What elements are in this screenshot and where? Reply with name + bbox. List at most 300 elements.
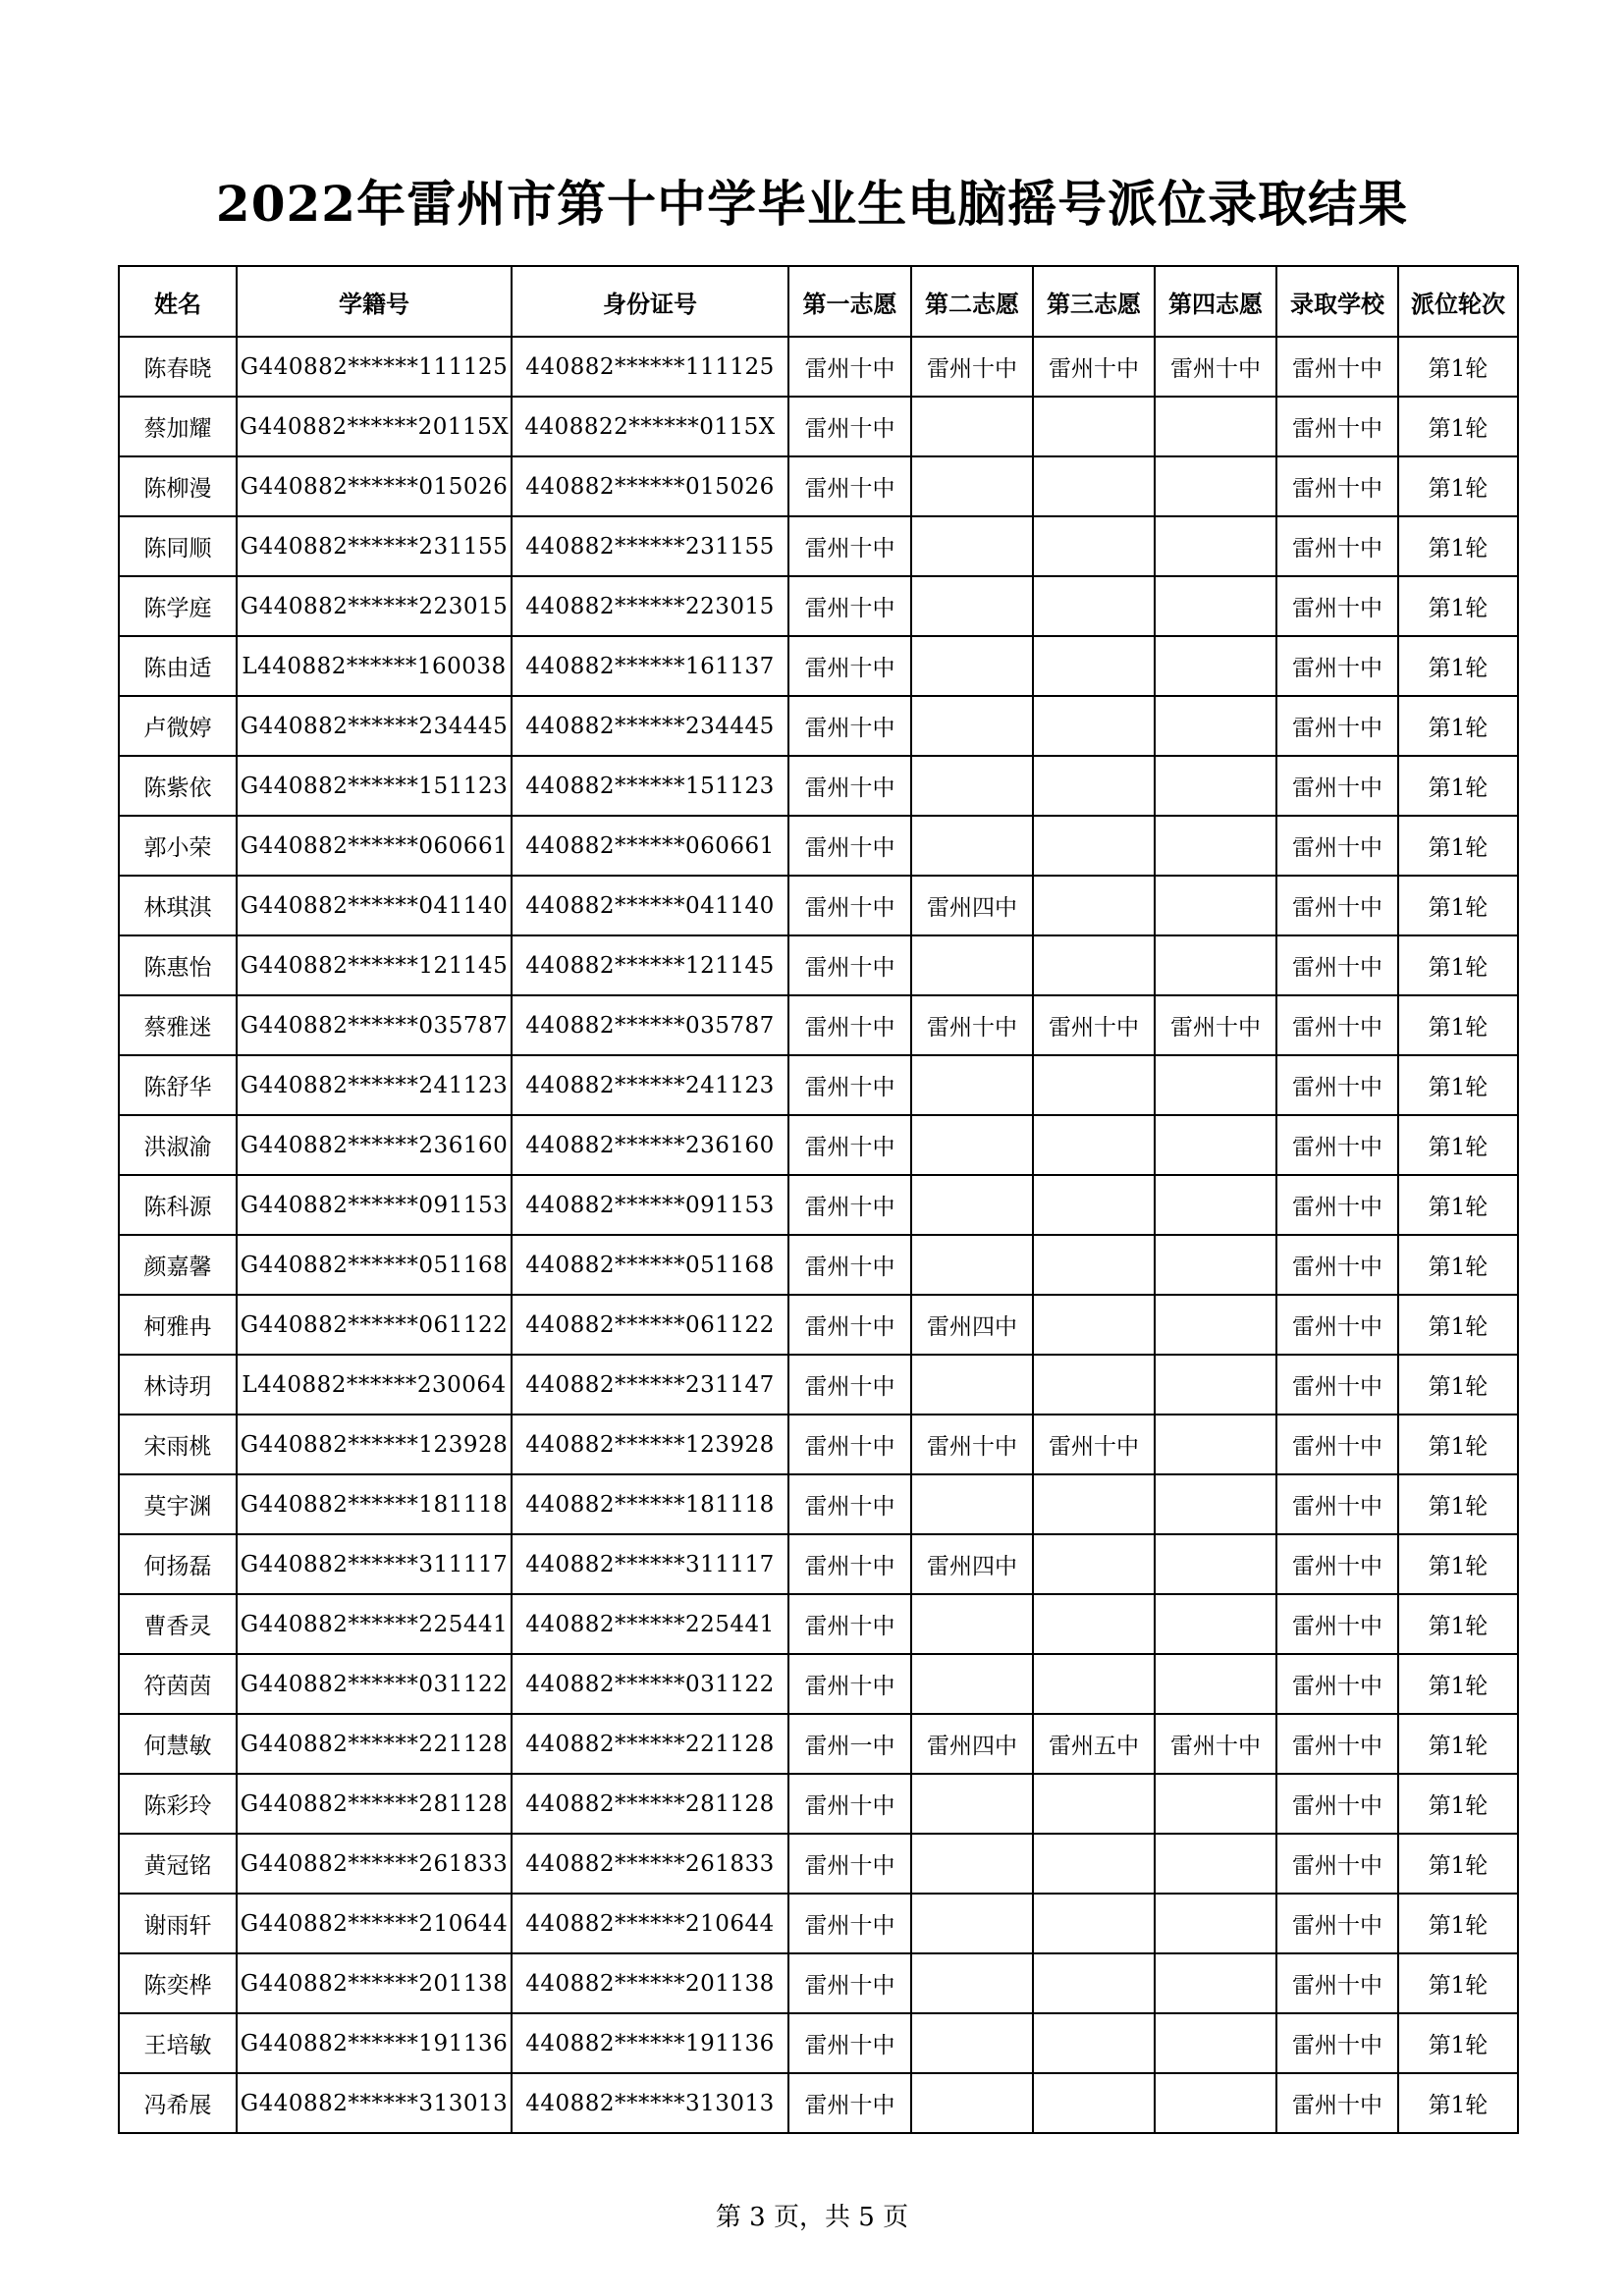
cell-name: 蔡加耀 bbox=[119, 397, 237, 456]
cell-name: 陈春晓 bbox=[119, 337, 237, 397]
cell-choice-3 bbox=[1033, 876, 1155, 935]
cell-choice-2: 雷州四中 bbox=[911, 876, 1033, 935]
cell-choice-2 bbox=[911, 456, 1033, 516]
cell-choice-1: 雷州十中 bbox=[788, 876, 911, 935]
table-row bbox=[119, 456, 1518, 516]
cell-choice-4 bbox=[1155, 1894, 1276, 1953]
cell-choice-1: 雷州十中 bbox=[788, 636, 911, 696]
cell-admitted-school: 雷州十中 bbox=[1276, 1295, 1398, 1355]
cell-id-card: 440882******161137 bbox=[512, 636, 788, 696]
cell-choice-4 bbox=[1155, 1834, 1276, 1894]
cell-choice-1: 雷州十中 bbox=[788, 1534, 911, 1594]
cell-choice-3 bbox=[1033, 1055, 1155, 1115]
cell-name: 符茵茵 bbox=[119, 1654, 237, 1714]
table-row bbox=[119, 876, 1518, 935]
cell-id-card: 440882******031122 bbox=[512, 1654, 788, 1714]
cell-round: 第1轮 bbox=[1398, 337, 1518, 397]
cell-choice-2 bbox=[911, 756, 1033, 816]
cell-choice-2 bbox=[911, 2073, 1033, 2133]
cell-choice-4 bbox=[1155, 636, 1276, 696]
cell-name: 莫宇渊 bbox=[119, 1474, 237, 1534]
cell-choice-3 bbox=[1033, 935, 1155, 995]
cell-round: 第1轮 bbox=[1398, 1415, 1518, 1474]
cell-student-id: G440882******041140 bbox=[237, 876, 512, 935]
cell-choice-3 bbox=[1033, 1355, 1155, 1415]
cell-choice-3 bbox=[1033, 1295, 1155, 1355]
cell-admitted-school: 雷州十中 bbox=[1276, 1115, 1398, 1175]
cell-name: 陈科源 bbox=[119, 1175, 237, 1235]
cell-choice-1: 雷州十中 bbox=[788, 1295, 911, 1355]
page-title: 2022年雷州市第十中学毕业生电脑摇号派位录取结果 bbox=[215, 175, 1409, 233]
cell-round: 第1轮 bbox=[1398, 1115, 1518, 1175]
cell-choice-2 bbox=[911, 516, 1033, 576]
column-header-round: 派位轮次 bbox=[1398, 266, 1518, 337]
cell-choice-4 bbox=[1155, 1355, 1276, 1415]
cell-choice-4 bbox=[1155, 1235, 1276, 1295]
cell-student-id: G440882******111125 bbox=[237, 337, 512, 397]
cell-choice-3 bbox=[1033, 816, 1155, 876]
cell-round: 第1轮 bbox=[1398, 1654, 1518, 1714]
cell-round: 第1轮 bbox=[1398, 1295, 1518, 1355]
cell-id-card: 440882******221128 bbox=[512, 1714, 788, 1774]
cell-choice-4 bbox=[1155, 1415, 1276, 1474]
cell-choice-2 bbox=[911, 576, 1033, 636]
cell-id-card: 440882******015026 bbox=[512, 456, 788, 516]
table-body bbox=[119, 337, 1518, 2133]
cell-name: 陈奕桦 bbox=[119, 1953, 237, 2013]
cell-admitted-school: 雷州十中 bbox=[1276, 1834, 1398, 1894]
cell-choice-1: 雷州十中 bbox=[788, 1175, 911, 1235]
cell-student-id: G440882******181118 bbox=[237, 1474, 512, 1534]
cell-choice-2 bbox=[911, 1115, 1033, 1175]
cell-name: 陈彩玲 bbox=[119, 1774, 237, 1834]
cell-choice-1: 雷州十中 bbox=[788, 576, 911, 636]
cell-round: 第1轮 bbox=[1398, 2073, 1518, 2133]
table-row bbox=[119, 2013, 1518, 2073]
cell-choice-4: 雷州十中 bbox=[1155, 995, 1276, 1055]
cell-choice-4 bbox=[1155, 935, 1276, 995]
cell-choice-3 bbox=[1033, 576, 1155, 636]
cell-id-card: 440882******123928 bbox=[512, 1415, 788, 1474]
cell-choice-3 bbox=[1033, 696, 1155, 756]
cell-round: 第1轮 bbox=[1398, 2013, 1518, 2073]
table-row bbox=[119, 1654, 1518, 1714]
cell-round: 第1轮 bbox=[1398, 876, 1518, 935]
cell-student-id: G440882******313013 bbox=[237, 2073, 512, 2133]
cell-choice-2 bbox=[911, 696, 1033, 756]
table-row bbox=[119, 1115, 1518, 1175]
column-header-student-id: 学籍号 bbox=[237, 266, 512, 337]
cell-round: 第1轮 bbox=[1398, 756, 1518, 816]
cell-choice-1: 雷州十中 bbox=[788, 1834, 911, 1894]
cell-id-card: 440882******231155 bbox=[512, 516, 788, 576]
cell-student-id: G440882******223015 bbox=[237, 576, 512, 636]
cell-round: 第1轮 bbox=[1398, 1834, 1518, 1894]
cell-student-id: G440882******121145 bbox=[237, 935, 512, 995]
column-header-choice-2: 第二志愿 bbox=[911, 266, 1033, 337]
admission-results-table bbox=[118, 265, 1519, 2134]
cell-name: 冯希展 bbox=[119, 2073, 237, 2133]
cell-choice-1: 雷州十中 bbox=[788, 397, 911, 456]
table-row bbox=[119, 1774, 1518, 1834]
cell-id-card: 440882******061122 bbox=[512, 1295, 788, 1355]
cell-choice-3: 雷州十中 bbox=[1033, 1415, 1155, 1474]
cell-id-card: 440882******210644 bbox=[512, 1894, 788, 1953]
cell-name: 王培敏 bbox=[119, 2013, 237, 2073]
table-row bbox=[119, 995, 1518, 1055]
cell-round: 第1轮 bbox=[1398, 1355, 1518, 1415]
cell-choice-3: 雷州十中 bbox=[1033, 995, 1155, 1055]
cell-student-id: G440882******236160 bbox=[237, 1115, 512, 1175]
cell-name: 黄冠铭 bbox=[119, 1834, 237, 1894]
cell-name: 宋雨桃 bbox=[119, 1415, 237, 1474]
cell-admitted-school: 雷州十中 bbox=[1276, 696, 1398, 756]
cell-admitted-school: 雷州十中 bbox=[1276, 636, 1398, 696]
cell-round: 第1轮 bbox=[1398, 576, 1518, 636]
cell-round: 第1轮 bbox=[1398, 1055, 1518, 1115]
cell-choice-2: 雷州十中 bbox=[911, 1415, 1033, 1474]
cell-choice-1: 雷州十中 bbox=[788, 2073, 911, 2133]
cell-student-id: G440882******225441 bbox=[237, 1594, 512, 1654]
cell-choice-3 bbox=[1033, 1834, 1155, 1894]
cell-choice-1: 雷州十中 bbox=[788, 1355, 911, 1415]
cell-choice-2: 雷州四中 bbox=[911, 1714, 1033, 1774]
cell-choice-2 bbox=[911, 816, 1033, 876]
cell-admitted-school: 雷州十中 bbox=[1276, 1355, 1398, 1415]
cell-choice-1: 雷州十中 bbox=[788, 456, 911, 516]
cell-choice-2: 雷州四中 bbox=[911, 1295, 1033, 1355]
cell-name: 陈由适 bbox=[119, 636, 237, 696]
cell-choice-3 bbox=[1033, 1774, 1155, 1834]
cell-admitted-school: 雷州十中 bbox=[1276, 337, 1398, 397]
page-footer: 第 3 页，共 5 页 bbox=[715, 2203, 909, 2232]
cell-choice-2 bbox=[911, 1953, 1033, 2013]
cell-name: 谢雨轩 bbox=[119, 1894, 237, 1953]
table-row bbox=[119, 1594, 1518, 1654]
cell-name: 陈柳漫 bbox=[119, 456, 237, 516]
cell-choice-1: 雷州十中 bbox=[788, 1115, 911, 1175]
cell-name: 卢微婷 bbox=[119, 696, 237, 756]
cell-choice-2 bbox=[911, 1355, 1033, 1415]
table-row bbox=[119, 1714, 1518, 1774]
cell-id-card: 440882******191136 bbox=[512, 2013, 788, 2073]
table-row bbox=[119, 756, 1518, 816]
cell-choice-4 bbox=[1155, 1175, 1276, 1235]
cell-choice-4 bbox=[1155, 1953, 1276, 2013]
cell-choice-4 bbox=[1155, 576, 1276, 636]
cell-choice-4 bbox=[1155, 516, 1276, 576]
cell-admitted-school: 雷州十中 bbox=[1276, 1594, 1398, 1654]
cell-choice-2 bbox=[911, 935, 1033, 995]
cell-id-card: 440882******313013 bbox=[512, 2073, 788, 2133]
cell-choice-3 bbox=[1033, 1894, 1155, 1953]
cell-choice-4 bbox=[1155, 756, 1276, 816]
cell-choice-3 bbox=[1033, 1115, 1155, 1175]
table-row bbox=[119, 1055, 1518, 1115]
cell-student-id: G440882******191136 bbox=[237, 2013, 512, 2073]
cell-student-id: G440882******221128 bbox=[237, 1714, 512, 1774]
table-row bbox=[119, 2073, 1518, 2133]
cell-round: 第1轮 bbox=[1398, 995, 1518, 1055]
cell-id-card: 440882******236160 bbox=[512, 1115, 788, 1175]
cell-round: 第1轮 bbox=[1398, 636, 1518, 696]
cell-round: 第1轮 bbox=[1398, 1534, 1518, 1594]
cell-id-card: 440882******091153 bbox=[512, 1175, 788, 1235]
table-row bbox=[119, 935, 1518, 995]
cell-id-card: 440882******051168 bbox=[512, 1235, 788, 1295]
table-row bbox=[119, 696, 1518, 756]
table-row bbox=[119, 1534, 1518, 1594]
cell-choice-2: 雷州十中 bbox=[911, 995, 1033, 1055]
cell-admitted-school: 雷州十中 bbox=[1276, 935, 1398, 995]
cell-name: 何扬磊 bbox=[119, 1534, 237, 1594]
cell-admitted-school: 雷州十中 bbox=[1276, 816, 1398, 876]
cell-id-card: 440882******261833 bbox=[512, 1834, 788, 1894]
cell-name: 林诗玥 bbox=[119, 1355, 237, 1415]
cell-choice-2 bbox=[911, 1834, 1033, 1894]
table-row bbox=[119, 576, 1518, 636]
cell-admitted-school: 雷州十中 bbox=[1276, 576, 1398, 636]
table-row bbox=[119, 516, 1518, 576]
cell-admitted-school: 雷州十中 bbox=[1276, 995, 1398, 1055]
cell-choice-1: 雷州十中 bbox=[788, 337, 911, 397]
cell-id-card: 440882******223015 bbox=[512, 576, 788, 636]
cell-student-id: G440882******311117 bbox=[237, 1534, 512, 1594]
cell-choice-2 bbox=[911, 1774, 1033, 1834]
cell-choice-4 bbox=[1155, 816, 1276, 876]
cell-choice-1: 雷州十中 bbox=[788, 1953, 911, 2013]
cell-student-id: G440882******060661 bbox=[237, 816, 512, 876]
cell-student-id: G440882******281128 bbox=[237, 1774, 512, 1834]
table-row bbox=[119, 816, 1518, 876]
cell-admitted-school: 雷州十中 bbox=[1276, 1714, 1398, 1774]
cell-student-id: G440882******151123 bbox=[237, 756, 512, 816]
cell-student-id: G440882******035787 bbox=[237, 995, 512, 1055]
cell-name: 曹香灵 bbox=[119, 1594, 237, 1654]
cell-admitted-school: 雷州十中 bbox=[1276, 2073, 1398, 2133]
cell-choice-3 bbox=[1033, 2013, 1155, 2073]
cell-student-id: G440882******031122 bbox=[237, 1654, 512, 1714]
cell-id-card: 440882******231147 bbox=[512, 1355, 788, 1415]
cell-admitted-school: 雷州十中 bbox=[1276, 1175, 1398, 1235]
cell-round: 第1轮 bbox=[1398, 1894, 1518, 1953]
cell-choice-4 bbox=[1155, 2073, 1276, 2133]
table-row bbox=[119, 636, 1518, 696]
cell-name: 陈紫依 bbox=[119, 756, 237, 816]
cell-choice-3 bbox=[1033, 1953, 1155, 2013]
cell-name: 林琪淇 bbox=[119, 876, 237, 935]
cell-choice-2 bbox=[911, 1055, 1033, 1115]
cell-admitted-school: 雷州十中 bbox=[1276, 2013, 1398, 2073]
cell-choice-3 bbox=[1033, 397, 1155, 456]
cell-choice-3 bbox=[1033, 516, 1155, 576]
cell-choice-3 bbox=[1033, 1175, 1155, 1235]
cell-choice-1: 雷州十中 bbox=[788, 1235, 911, 1295]
column-header-choice-3: 第三志愿 bbox=[1033, 266, 1155, 337]
cell-id-card: 440882******201138 bbox=[512, 1953, 788, 2013]
cell-choice-2: 雷州十中 bbox=[911, 337, 1033, 397]
cell-choice-3: 雷州十中 bbox=[1033, 337, 1155, 397]
cell-student-id: G440882******210644 bbox=[237, 1894, 512, 1953]
cell-admitted-school: 雷州十中 bbox=[1276, 397, 1398, 456]
cell-id-card: 440882******311117 bbox=[512, 1534, 788, 1594]
table-row bbox=[119, 1834, 1518, 1894]
cell-id-card: 440882******035787 bbox=[512, 995, 788, 1055]
cell-choice-4 bbox=[1155, 1115, 1276, 1175]
cell-id-card: 440882******281128 bbox=[512, 1774, 788, 1834]
table-row bbox=[119, 1355, 1518, 1415]
column-header-choice-4: 第四志愿 bbox=[1155, 266, 1276, 337]
cell-id-card: 440882******181118 bbox=[512, 1474, 788, 1534]
cell-choice-2 bbox=[911, 397, 1033, 456]
table-row bbox=[119, 1894, 1518, 1953]
cell-choice-4 bbox=[1155, 397, 1276, 456]
cell-student-id: G440882******261833 bbox=[237, 1834, 512, 1894]
cell-admitted-school: 雷州十中 bbox=[1276, 456, 1398, 516]
cell-choice-2 bbox=[911, 1235, 1033, 1295]
cell-round: 第1轮 bbox=[1398, 1714, 1518, 1774]
cell-choice-1: 雷州十中 bbox=[788, 1055, 911, 1115]
cell-choice-3 bbox=[1033, 1594, 1155, 1654]
cell-choice-4 bbox=[1155, 696, 1276, 756]
cell-choice-3 bbox=[1033, 1654, 1155, 1714]
table-header bbox=[119, 266, 1518, 337]
cell-choice-3: 雷州五中 bbox=[1033, 1714, 1155, 1774]
table-row bbox=[119, 1474, 1518, 1534]
cell-choice-1: 雷州十中 bbox=[788, 1774, 911, 1834]
cell-name: 陈同顺 bbox=[119, 516, 237, 576]
cell-student-id: G440882******091153 bbox=[237, 1175, 512, 1235]
cell-round: 第1轮 bbox=[1398, 397, 1518, 456]
cell-student-id: L440882******230064 bbox=[237, 1355, 512, 1415]
table-row bbox=[119, 337, 1518, 397]
cell-round: 第1轮 bbox=[1398, 1474, 1518, 1534]
cell-id-card: 440882******151123 bbox=[512, 756, 788, 816]
table-row bbox=[119, 1295, 1518, 1355]
cell-student-id: G440882******201138 bbox=[237, 1953, 512, 2013]
cell-choice-2 bbox=[911, 1175, 1033, 1235]
cell-name: 何慧敏 bbox=[119, 1714, 237, 1774]
cell-choice-1: 雷州十中 bbox=[788, 516, 911, 576]
cell-choice-1: 雷州十中 bbox=[788, 1594, 911, 1654]
cell-choice-4 bbox=[1155, 2013, 1276, 2073]
table-row bbox=[119, 397, 1518, 456]
cell-id-card: 440882******121145 bbox=[512, 935, 788, 995]
cell-name: 陈舒华 bbox=[119, 1055, 237, 1115]
cell-choice-4 bbox=[1155, 1055, 1276, 1115]
cell-choice-4: 雷州十中 bbox=[1155, 337, 1276, 397]
cell-id-card: 440882******041140 bbox=[512, 876, 788, 935]
cell-name: 洪淑渝 bbox=[119, 1115, 237, 1175]
cell-choice-4 bbox=[1155, 876, 1276, 935]
table-row bbox=[119, 1235, 1518, 1295]
cell-student-id: G440882******015026 bbox=[237, 456, 512, 516]
cell-admitted-school: 雷州十中 bbox=[1276, 1415, 1398, 1474]
cell-id-card: 440882******241123 bbox=[512, 1055, 788, 1115]
cell-choice-2 bbox=[911, 1894, 1033, 1953]
cell-admitted-school: 雷州十中 bbox=[1276, 1894, 1398, 1953]
cell-admitted-school: 雷州十中 bbox=[1276, 1055, 1398, 1115]
table-row bbox=[119, 1175, 1518, 1235]
cell-choice-1: 雷州十中 bbox=[788, 1894, 911, 1953]
cell-choice-1: 雷州一中 bbox=[788, 1714, 911, 1774]
cell-student-id: G440882******241123 bbox=[237, 1055, 512, 1115]
cell-name: 陈惠怡 bbox=[119, 935, 237, 995]
cell-round: 第1轮 bbox=[1398, 456, 1518, 516]
cell-choice-1: 雷州十中 bbox=[788, 756, 911, 816]
cell-student-id: G440882******20115X bbox=[237, 397, 512, 456]
cell-choice-4 bbox=[1155, 1474, 1276, 1534]
cell-choice-4 bbox=[1155, 1594, 1276, 1654]
cell-student-id: G440882******234445 bbox=[237, 696, 512, 756]
cell-name: 柯雅冉 bbox=[119, 1295, 237, 1355]
cell-admitted-school: 雷州十中 bbox=[1276, 1534, 1398, 1594]
cell-choice-1: 雷州十中 bbox=[788, 935, 911, 995]
cell-round: 第1轮 bbox=[1398, 516, 1518, 576]
cell-choice-2 bbox=[911, 1594, 1033, 1654]
cell-name: 陈学庭 bbox=[119, 576, 237, 636]
cell-round: 第1轮 bbox=[1398, 1594, 1518, 1654]
cell-choice-4 bbox=[1155, 1295, 1276, 1355]
cell-choice-1: 雷州十中 bbox=[788, 696, 911, 756]
cell-choice-3 bbox=[1033, 456, 1155, 516]
cell-choice-4: 雷州十中 bbox=[1155, 1714, 1276, 1774]
cell-round: 第1轮 bbox=[1398, 1774, 1518, 1834]
cell-choice-4 bbox=[1155, 456, 1276, 516]
cell-choice-1: 雷州十中 bbox=[788, 2013, 911, 2073]
cell-choice-3 bbox=[1033, 2073, 1155, 2133]
cell-choice-4 bbox=[1155, 1654, 1276, 1714]
cell-admitted-school: 雷州十中 bbox=[1276, 876, 1398, 935]
cell-choice-4 bbox=[1155, 1534, 1276, 1594]
cell-student-id: G440882******061122 bbox=[237, 1295, 512, 1355]
cell-admitted-school: 雷州十中 bbox=[1276, 1953, 1398, 2013]
cell-choice-1: 雷州十中 bbox=[788, 1415, 911, 1474]
cell-name: 蔡雅迷 bbox=[119, 995, 237, 1055]
cell-choice-2: 雷州四中 bbox=[911, 1534, 1033, 1594]
cell-name: 颜嘉馨 bbox=[119, 1235, 237, 1295]
cell-admitted-school: 雷州十中 bbox=[1276, 1235, 1398, 1295]
cell-round: 第1轮 bbox=[1398, 935, 1518, 995]
cell-round: 第1轮 bbox=[1398, 1953, 1518, 2013]
column-header-name: 姓名 bbox=[119, 266, 237, 337]
cell-student-id: G440882******123928 bbox=[237, 1415, 512, 1474]
cell-choice-2 bbox=[911, 636, 1033, 696]
cell-name: 郭小荣 bbox=[119, 816, 237, 876]
cell-choice-1: 雷州十中 bbox=[788, 1654, 911, 1714]
cell-choice-1: 雷州十中 bbox=[788, 816, 911, 876]
cell-id-card: 440882******060661 bbox=[512, 816, 788, 876]
cell-choice-3 bbox=[1033, 636, 1155, 696]
cell-choice-3 bbox=[1033, 1474, 1155, 1534]
cell-id-card: 440882******111125 bbox=[512, 337, 788, 397]
cell-choice-4 bbox=[1155, 1774, 1276, 1834]
cell-round: 第1轮 bbox=[1398, 696, 1518, 756]
cell-choice-2 bbox=[911, 2013, 1033, 2073]
cell-round: 第1轮 bbox=[1398, 816, 1518, 876]
cell-round: 第1轮 bbox=[1398, 1175, 1518, 1235]
cell-id-card: 440882******234445 bbox=[512, 696, 788, 756]
cell-admitted-school: 雷州十中 bbox=[1276, 756, 1398, 816]
cell-admitted-school: 雷州十中 bbox=[1276, 1474, 1398, 1534]
cell-admitted-school: 雷州十中 bbox=[1276, 1654, 1398, 1714]
table-row bbox=[119, 1415, 1518, 1474]
cell-student-id: L440882******160038 bbox=[237, 636, 512, 696]
cell-choice-3 bbox=[1033, 1235, 1155, 1295]
table-row bbox=[119, 1953, 1518, 2013]
cell-choice-1: 雷州十中 bbox=[788, 1474, 911, 1534]
cell-student-id: G440882******051168 bbox=[237, 1235, 512, 1295]
